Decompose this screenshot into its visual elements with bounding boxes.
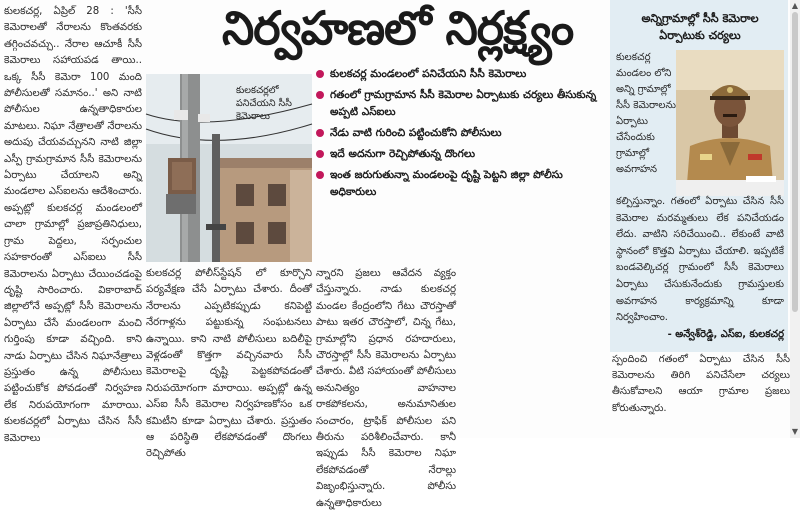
- sidebar-intro-text: కులకచర్ల మండలం లోని అన్ని గ్రామాల్లో సీసీ కెమెరాలను ఏర్పాటు చేసేందుకు గ్రామాల్లో అవగాహన: [616, 52, 676, 175]
- left-column-text: [4, 4, 142, 444]
- highlight-text: కులకచర్ల మండలంలో పనిచేయని సీసీ కెమెరాలు: [330, 68, 527, 80]
- sidebar-byline: - అన్వేశ్‌రెడ్డి, ఎస్‌ఐ, కులకచర్ల: [667, 329, 784, 340]
- scroll-thumb[interactable]: [792, 12, 798, 312]
- highlights-list: [316, 66, 606, 262]
- scroll-down-icon[interactable]: ▼: [791, 427, 799, 436]
- right-bottom-column-text: [612, 352, 790, 434]
- officer-illustration: [676, 50, 784, 196]
- sidebar-title: అన్నిగ్రామాల్లో సీసీ కెమెరాల ఏర్పాటుకు చర్యలు: [641, 12, 759, 42]
- middle-column-2-paragraph: న్నారని ప్రజలు ఆవేదన వ్యక్తం చేస్తున్నారు. నాడు కులకచర్ల మండల కేంద్రంలోని గేటు చౌరస్తాతో పాటు ఇతర చౌరస్తాలో, చిన్న గేటు, గ్రామాల్లోని ప్రధాన రహదారులు, చౌరస్తాల్లో సీసీ కెమెరాలను ఏర్పాటు చేశారు. వీటి సహాయంతో పోలీసులు అనునిత్యం వాహనాల రాకపోకలను, అనుమానితుల సంచారం, ట్రాఫిక్ పోలీసుల పని తీరును పరిశీలించేవారు. కానీ ఇప్పుడు సీసీ కెమెరాల నిఘా లేకపోవడంతో నేరాల్లు విజృంభిస్తున్నారు. పోలీసు ఉన్నతాధికారులు: [316, 268, 456, 509]
- bullet-dot-icon: [316, 129, 324, 137]
- highlight-item: [316, 146, 606, 163]
- photo-caption: కులకచర్లలో పనిచేయని సీసీ కెమెరాలు: [236, 85, 292, 122]
- scroll-up-icon[interactable]: ▲: [791, 1, 799, 10]
- sidebar-box: [610, 0, 788, 352]
- middle-column-2-text: [316, 266, 456, 509]
- vertical-scrollbar[interactable]: [790, 0, 800, 438]
- bullet-dot-icon: [316, 150, 324, 158]
- cctv-pole-photo: [146, 74, 312, 262]
- highlight-item: [316, 66, 606, 83]
- highlight-text: నేడు వాటి గురించి పట్టించుకోని పోలీసులు: [330, 127, 502, 139]
- highlight-text: ఇదే అదనుగా రెచ్చిపోతున్న దొంగలు: [330, 148, 476, 160]
- officer-photo: [676, 50, 784, 196]
- highlight-item: [316, 167, 606, 201]
- middle-column-1-paragraph: కులకచర్ల పోలీస్‌స్టేషన్ లో కూర్చొని పర్యవేక్షణ చేసే ఏర్పాటు చేశారు. దీంతో నేరాలను ఎప్పటికప్పుడు కనిపెట్టి నేరగాళ్లను పట్టుకున్న సంఘటనలు ఉన్నాయి. కాని నాటి పోలీసులు బదిలీపై వెళ్లడంతో కొత్తగా వచ్చినవారు సీసీ కెమెరాలపై దృష్టి పెట్టకపోవడంతో నిరుపయోగంగా మారాయి. అప్పట్లో ఉన్న ఎస్‌ఐ సీసీ కెమెరాల నిర్వహణకోసం ఒక కమిటీని కూడా ఏర్పాటు చేశారు. ప్రస్తుతం ఆ పరిస్థితి లేకపోవడంతో దొంగలు రెచ్చిపోతు: [146, 268, 312, 460]
- middle-column-1-text: [146, 266, 312, 460]
- highlight-text: గతంలో గ్రామగ్రామాన సీసీ కెమెరాల ఏర్పాటుకు చర్యలు తీసుకున్న అప్పటి ఎస్‌ఐలు: [330, 89, 597, 118]
- sidebar-quote-text: కల్పిస్తున్నాం. గతంలో ఏర్పాటు చేసిన సీసీ కెమెరాల మరమ్మతులు లేక పనిచేయడం లేదు. వాటిని సరిచేయించి.. లేకుంటే వాటి స్థానంలో కొత్తవి ఏర్పాటు చేయాలి. ఇప్పటికే బండవెల్కిచర్ల గ్రామంలో సీసీ కెమెరాలు ఏర్పాటు చేసుకునేందుకు గ్రామస్తులకు అవగాహన కార్యక్రమాన్ని కూడా నిర్వహించాం.: [616, 196, 784, 324]
- highlight-item: [316, 87, 606, 121]
- highlight-text: ఇంత జరుగుతున్నా మండలంపై దృష్టి పెట్టని జిల్లా పోలీసు అధికారులు: [330, 169, 563, 198]
- bullet-dot-icon: [316, 70, 324, 78]
- right-bottom-paragraph: స్పందించి గతంలో ఏర్పాటు చేసిన సీసీ కెమెరాలను తిరిగి పనిచేసేలా చర్యలు తీసుకోవాలని ఆయా గ్రామాల ప్రజలు కోరుతున్నారు.: [612, 354, 790, 414]
- bullet-dot-icon: [316, 171, 324, 179]
- highlight-item: [316, 125, 606, 142]
- left-column-paragraph: కులకచర్ల, ఏప్రిల్ 28 : 'సీసీ కెమెరాలతో నేరాలను కొంతవరకు తగ్గించవచ్చు.. నేరాల ఆచూకీ సీసీ కెమెరాలు సహాయపడ తాయి.. ఒక్క సీసీ కెమెరా 100 మంది పోలీసులతో సమానం..' అని నాటి పోలీసుల ఉన్నతాధికారుల మాటలు. నిఘా నేత్రాలతో నేరాలను అదుపు చేయవచ్చునని నాటి జిల్లా ఎస్పీ గ్రామగ్రామాన సీసీ కెమెరాలను ఏర్పాటు చేయాలని అన్ని మండలాల ఎస్‌ఐలను ఆదేశించారు. అప్పట్లో కులకచర్ల మండలంలో చాలా గ్రామాల్లో ప్రజాప్రతినిధులు, గ్రామ పెద్దలు, సర్పంచుల సహకారంతో ఎస్‌ఐలు సీసీ కెమెరాలను ఏర్పాటు చేయించడంపై దృష్టి సారించారు. వికారాబాద్ జిల్లాలోనే అప్పట్లో సీసీ కెమెరాలను ఏర్పాటు చేసే మండలంగా మంచి గుర్తింపు కూడా వచ్చింది. కాని నాడు ఏర్పాటు చేసిన నిఘానేత్రాలు ప్రస్తుతం ఉన్న పోలీసులు పట్టించుకోక పోవడంతో నిర్వహణ లేక నిరుపయోగంగా మారాయి. కులకచర్లలో ఏర్పాటు చేసిన సీసీ కెమెరాలు: [4, 6, 142, 444]
- bullet-dot-icon: [316, 91, 324, 99]
- headline: నిర్వహణలో నిర్లక్ష్యం: [222, 1, 574, 55]
